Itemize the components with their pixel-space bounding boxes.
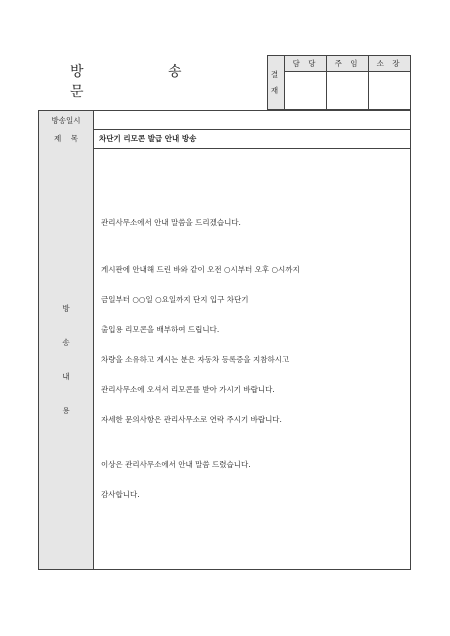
- content-line: 출입용 리모콘을 배부하여 드립니다.: [101, 325, 220, 334]
- date-row: [39, 111, 410, 130]
- subject-label: 제 목: [39, 129, 94, 148]
- approval-col-manager: 담 당: [285, 56, 327, 72]
- approval-side-label: 결재: [268, 56, 285, 110]
- content-label-char: 방: [62, 304, 70, 313]
- content-line: 게시판에 안내해 드린 바와 같이 오전 ○시부터 오후 ○시까지: [101, 265, 300, 274]
- content-line: 관리사무소에서 안내 말씀을 드리겠습니다.: [101, 218, 241, 227]
- content-line: 이상은 관리사무소에서 안내 말씀 드렸습니다.: [101, 460, 251, 469]
- content-line: 자세한 문의사항은 관리사무소로 연락 주시기 바랍니다.: [101, 415, 282, 424]
- approval-sign-director[interactable]: [369, 72, 411, 110]
- approval-table: [267, 55, 411, 110]
- content-line: 차량을 소유하고 계시는 분은 자동차 등록증을 지참하시고: [101, 355, 290, 364]
- content-label: [39, 148, 94, 569]
- subject-row: [39, 129, 410, 149]
- content-label-char: 송: [62, 338, 70, 347]
- content-line: 금일부터 ○○일 ○요일까지 단지 입구 차단기: [101, 295, 249, 304]
- broadcast-form: [38, 110, 411, 570]
- content-label-char: 내: [62, 372, 70, 381]
- document-title: 방 송 문: [70, 63, 222, 100]
- approval-sign-manager[interactable]: [285, 72, 327, 110]
- approval-col-supervisor: 주 임: [327, 56, 369, 72]
- date-label: 방송일시: [39, 111, 94, 129]
- content-line: 감사합니다.: [101, 490, 140, 499]
- content-label-char: 용: [62, 406, 70, 415]
- subject-value[interactable]: 차단기 리모콘 발급 안내 방송: [99, 134, 197, 143]
- approval-col-director: 소 장: [369, 56, 411, 72]
- broadcast-content[interactable]: [101, 148, 401, 569]
- content-line: 관리사무소에 오셔서 리모콘를 받아 가시기 바랍니다.: [101, 385, 275, 394]
- approval-sign-supervisor[interactable]: [327, 72, 369, 110]
